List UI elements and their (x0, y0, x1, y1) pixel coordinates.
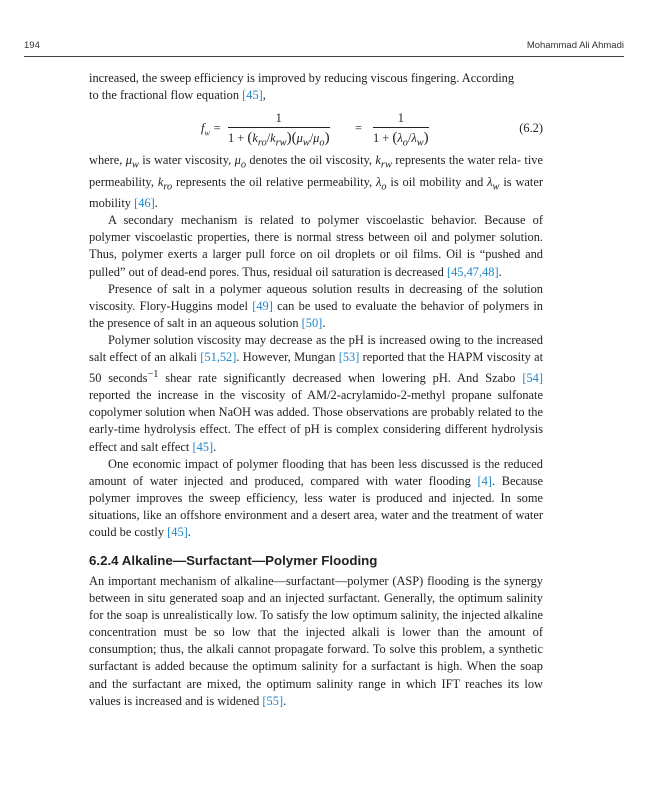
intro-punct: , (262, 88, 266, 103)
paragraph-economic (89, 456, 543, 541)
citation-link[interactable]: [45] (167, 525, 188, 540)
superscript: −1 (147, 369, 159, 381)
where-text: represents the oil relative permeability, (172, 174, 376, 189)
equation-denominator-1: $1 + (k_{ro}/k_{rw})(\mu_w/\mu_o)$ (228, 127, 330, 147)
paragraph-text: . (498, 264, 502, 279)
paragraph-text: . (283, 693, 287, 708)
running-header (24, 40, 624, 56)
paragraph-text: reported the increase in the viscosity of AM/2-acrylamido-2-methyl propane sulfonate copolymer solution when NaOH was added. Those observations are probably related to the early-time hydrolysis effect. The effect of pH is complex considering different hydrolysis effect and salt effect (89, 388, 543, 454)
citation-link[interactable]: [45] (192, 439, 214, 454)
citation-link[interactable]: [45,47,48] (446, 264, 499, 279)
equation-number: (6.2) (519, 121, 543, 135)
paragraph-text: can be used to evaluate the behavior of polymers in the presence of salt in an aqueous solution (89, 298, 543, 330)
equation-numerator-2: 1 (397, 111, 404, 125)
where-text: . (154, 196, 158, 211)
equation-lhs: $f_w$ = (201, 121, 222, 138)
citation-link[interactable]: [54] (522, 371, 543, 386)
paragraph-text: . However, Mungan (236, 349, 339, 364)
paragraph-text: A secondary mechanism is related to polymer viscoelastic behavior. Because of polymer viscoelastic properties, there is normal stress between oil and polymer solution. Thus, polymer exerts a larger pull force on oil droplets or oil films. Oil is “pushed and pulled” out of dead-end pores. Thus, residual oil saturation is decreased (89, 213, 543, 279)
citation-link[interactable]: [49] (252, 298, 273, 313)
paragraph-salt (89, 281, 543, 332)
where-text: is water viscosity, (138, 153, 235, 167)
where-text: is oil mobility and (386, 174, 488, 189)
where-text: denotes the oil viscosity, (246, 153, 376, 167)
running-author: Mohammad Ali Ahmadi (526, 40, 624, 51)
equation-equals: = (355, 121, 362, 135)
equation-numerator-1: 1 (275, 111, 282, 125)
citation-link[interactable]: [51,52] (200, 349, 237, 364)
paragraph-viscoelastic (89, 212, 543, 280)
intro-line-2: to the fractional flow equation (89, 88, 243, 103)
paragraph-text: . (213, 439, 217, 454)
body-text (89, 152, 543, 541)
paragraph-text: shear rate significantly decreased when lowering pH. And Szabo (158, 371, 523, 386)
paragraph-text: . Because polymer improves the sweep efficiency, less water is produced and injected. In some situations, like an offshore environment and a desert area, water and the treatment of water could be costly (89, 473, 543, 540)
paragraph-asp (89, 573, 543, 710)
paragraph-text: An important mechanism of alkaline—surfactant—polymer (ASP) flooding is the synergy between in situ generated soap and an injected surfactant. Generally, the optimum salinity for the soap is unrealistically low. To satisfy the low optimum salinity, the injected alkaline concentration must be so low that the injected alkali is lower than the amount of consumption; thus, the alkali cannot propagate forward. To solve this problem, a synthetic surfactant is added because the optimum salinity for a surfactant is high. When the soap and the surfactant are mixed, the optimum salinity range in which IFT reaches its low values is increased and is widened (89, 574, 543, 708)
paragraph-text: reported that the HAPM viscosity at 50 seconds (89, 349, 544, 386)
equation-fraction-1 (228, 109, 330, 147)
paragraph-text: Polymer solution viscosity may decrease as the pH is increased owing to the increased salt effect of an alkali (89, 332, 543, 364)
citation-link[interactable]: [45] (242, 88, 263, 103)
paragraph-text: Presence of salt in a polymer aqueous solution results in decreasing of the solution viscosity. Flory-Huggins model (89, 281, 543, 313)
citation-link[interactable]: [53] (338, 349, 360, 364)
section-body (89, 573, 543, 710)
citation-link[interactable]: [50] (301, 315, 323, 330)
header-rule (24, 56, 624, 57)
where-text: represents the water rela- (391, 153, 522, 167)
equation-fraction-2 (373, 109, 429, 147)
paragraph-text: One economic impact of polymer flooding that has been less discussed is the reduced amount of water injected and produced, compared with water flooding (89, 456, 543, 488)
page-number: 194 (24, 40, 40, 51)
where-paragraph: where, $\mu_w$ is water viscosity, $\mu_o$ denotes the oil viscosity, $k_{rw}$ represents the water rela- tive permeability, $k_{ro}$ represents the oil relative permeability, $\lambda_o$ is oil mobility and $\lambda_w$ is water mobility [46]. (89, 153, 544, 211)
where-text: is water mobility (89, 174, 543, 211)
citation-link[interactable]: [55] (262, 693, 284, 708)
intro-paragraph (89, 70, 543, 104)
where-text: where, (89, 153, 126, 167)
intro-line-1: increased, the sweep efficiency is improved by reducing viscous fingering. According (89, 71, 515, 85)
citation-link[interactable]: [4] (477, 473, 492, 488)
section-heading: 6.2.4 Alkaline—Surfactant—Polymer Flooding (89, 553, 378, 568)
where-text: tive permeability, (89, 153, 544, 189)
equation-6-2 (89, 109, 543, 153)
paragraph-text: . (322, 315, 326, 330)
citation-link[interactable]: [46] (134, 196, 155, 211)
paragraph-text: . (187, 525, 191, 540)
paragraph-ph (89, 332, 543, 456)
equation-denominator-2: $1 + (\lambda_o/\lambda_w)$ (373, 127, 429, 147)
